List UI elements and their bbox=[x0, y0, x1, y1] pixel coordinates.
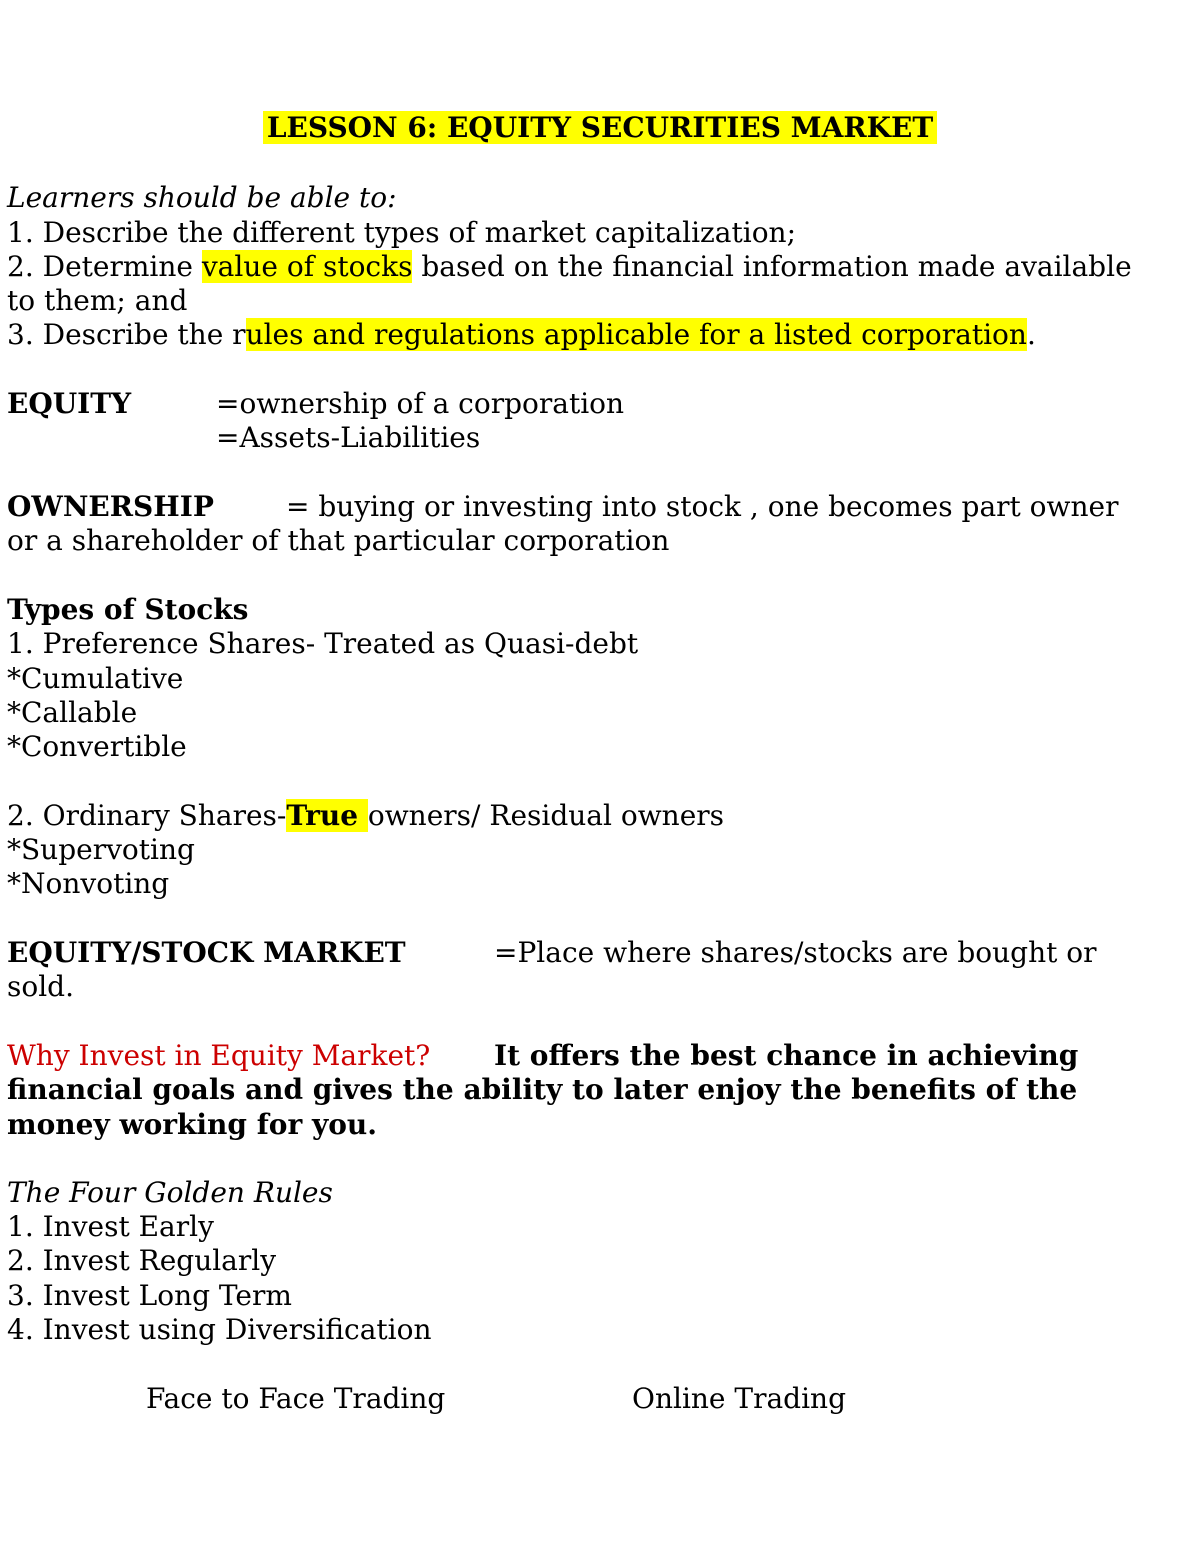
types-heading: Types of Stocks bbox=[7, 593, 249, 626]
preference-shares: 1. Preference Shares- Treated as Quasi-debt bbox=[7, 627, 639, 660]
why-question: Why Invest in Equity Market? bbox=[7, 1039, 431, 1072]
ownership-def-1: = buying or investing into stock , one becomes part owner bbox=[286, 490, 1119, 523]
equity-def-2: =Assets-Liabilities bbox=[216, 421, 481, 454]
rules-heading: The Four Golden Rules bbox=[7, 1176, 333, 1209]
ord-item: *Nonvoting bbox=[7, 867, 170, 900]
ord-item: *Supervoting bbox=[7, 833, 195, 866]
pref-item: *Cumulative bbox=[7, 662, 184, 695]
rule-item: 3. Invest Long Term bbox=[7, 1279, 292, 1312]
pref-item: *Convertible bbox=[7, 730, 187, 763]
market-term: EQUITY/STOCK MARKET bbox=[7, 936, 406, 969]
ownership-term: OWNERSHIP bbox=[7, 490, 214, 523]
market-def-2: sold. bbox=[7, 970, 75, 1003]
objectives-intro: Learners should be able to: bbox=[7, 181, 397, 214]
ordinary-shares: 2. Ordinary Shares-True owners/ Residual owners bbox=[7, 799, 725, 832]
online-trading: Online Trading bbox=[632, 1382, 846, 1415]
highlight-true: True bbox=[286, 799, 368, 832]
market-def-1: =Place where shares/stocks are bought or bbox=[494, 936, 1097, 969]
equity-term: EQUITY bbox=[7, 387, 132, 420]
objective-2-cont: to them; and bbox=[7, 284, 188, 317]
objective-2: 2. Determine value of stocks based on the financial information made available bbox=[7, 250, 1132, 283]
why-answer-1: It offers the best chance in achieving bbox=[494, 1039, 1079, 1072]
pref-item: *Callable bbox=[7, 696, 138, 729]
page-title: LESSON 6: EQUITY SECURITIES MARKET bbox=[0, 111, 1200, 145]
rule-item: 1. Invest Early bbox=[7, 1210, 214, 1243]
face-to-face-trading: Face to Face Trading bbox=[146, 1382, 446, 1415]
equity-def-1: =ownership of a corporation bbox=[216, 387, 625, 420]
why-answer-3: money working for you. bbox=[7, 1108, 378, 1141]
rule-item: 4. Invest using Diversification bbox=[7, 1313, 432, 1346]
why-answer-2: financial goals and gives the ability to later enjoy the benefits of the bbox=[7, 1073, 1078, 1106]
rule-item: 2. Invest Regularly bbox=[7, 1244, 277, 1277]
objective-1: 1. Describe the different types of market capitalization; bbox=[7, 216, 797, 249]
highlight-rules: ules and regulations applicable for a listed corporation bbox=[245, 318, 1027, 351]
objective-3: 3. Describe the rules and regulations applicable for a listed corporation. bbox=[7, 318, 1036, 351]
highlight-value-of-stocks: value of stocks bbox=[201, 250, 413, 283]
ownership-def-2: or a shareholder of that particular corporation bbox=[7, 524, 670, 557]
